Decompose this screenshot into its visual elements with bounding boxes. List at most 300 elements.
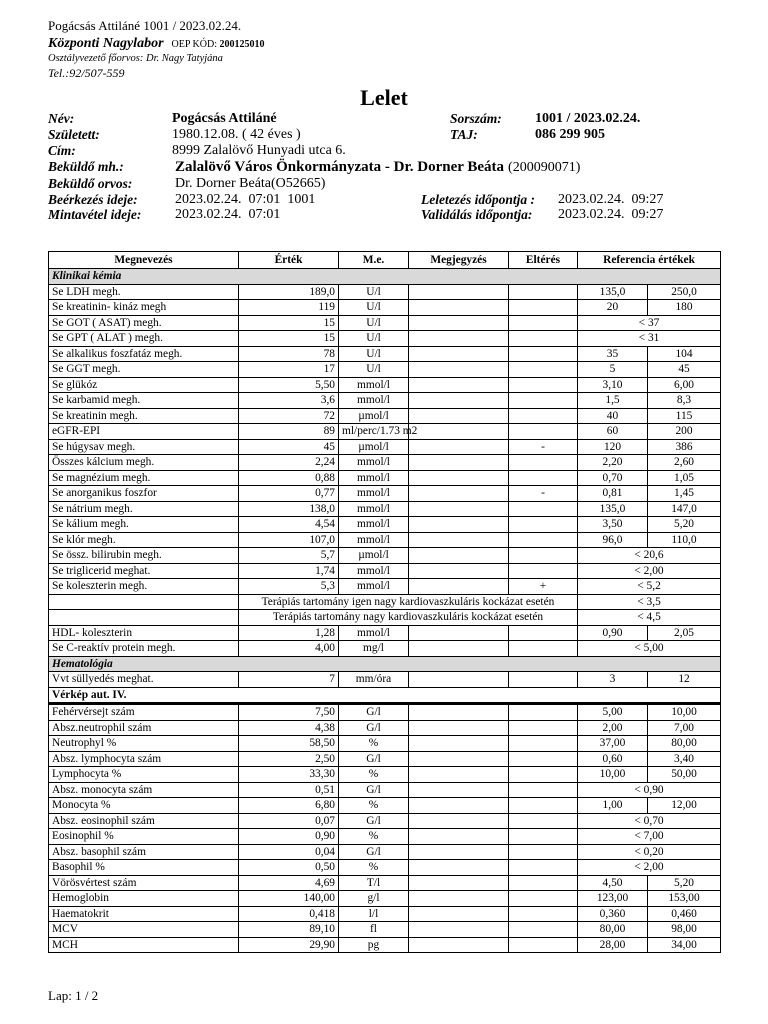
table-row — [49, 937, 721, 953]
test-name: Se LDH megh. — [49, 284, 239, 300]
test-deviation — [509, 906, 578, 922]
reference-low: 3,10 — [578, 377, 648, 393]
table-row — [49, 563, 721, 579]
test-value: 0,90 — [239, 829, 339, 845]
head-doctor: Osztályvezető főorvos: Dr. Nagy Tatyjána — [48, 53, 223, 64]
test-deviation — [509, 751, 578, 767]
test-note — [409, 548, 509, 564]
reference-low: 135,0 — [578, 501, 648, 517]
table-row — [49, 641, 721, 657]
test-deviation — [509, 782, 578, 798]
test-note — [409, 625, 509, 641]
test-note — [409, 517, 509, 533]
reference-low: 3,50 — [578, 517, 648, 533]
reference-high: 1,05 — [648, 470, 721, 486]
oep-code: OEP KÓD: 200125010 — [171, 39, 265, 50]
test-value: 45 — [239, 439, 339, 455]
table-row — [49, 408, 721, 424]
therapy-note-row — [49, 610, 721, 626]
table-row — [49, 486, 721, 502]
reference-high: 2,60 — [648, 455, 721, 471]
test-name: Haematokrit — [49, 906, 239, 922]
test-value: 17 — [239, 362, 339, 378]
table-row — [49, 501, 721, 517]
test-value: 140,00 — [239, 891, 339, 907]
table-row — [49, 829, 721, 845]
reference-low: 1,00 — [578, 798, 648, 814]
table-row — [49, 315, 721, 331]
test-deviation — [509, 891, 578, 907]
reference-low: 5 — [578, 362, 648, 378]
reference-high: 180 — [648, 300, 721, 316]
test-note — [409, 346, 509, 362]
table-row — [49, 424, 721, 440]
test-value: 15 — [239, 315, 339, 331]
test-note — [409, 641, 509, 657]
test-name: Basophil % — [49, 860, 239, 876]
test-unit: fl — [339, 922, 409, 938]
reference-range: < 0,20 — [578, 844, 721, 860]
test-unit: G/l — [339, 782, 409, 798]
test-note — [409, 284, 509, 300]
test-unit: µmol/l — [339, 439, 409, 455]
test-unit: % — [339, 798, 409, 814]
test-note — [409, 875, 509, 891]
table-header — [49, 252, 721, 269]
test-note — [409, 860, 509, 876]
test-deviation — [509, 501, 578, 517]
test-note — [409, 844, 509, 860]
reference-range: < 20,6 — [578, 548, 721, 564]
reference-range: < 5,2 — [578, 579, 721, 595]
col-value: Érték — [239, 252, 339, 269]
reference-low: 4,50 — [578, 875, 648, 891]
test-value: 78 — [239, 346, 339, 362]
reference-range: < 31 — [578, 331, 721, 347]
test-value: 15 — [239, 331, 339, 347]
reference-low: 3 — [578, 672, 648, 688]
therapy-note-row — [49, 594, 721, 610]
test-unit: mmol/l — [339, 486, 409, 502]
test-value: 5,3 — [239, 579, 339, 595]
table-row — [49, 284, 721, 300]
reference-high: 386 — [648, 439, 721, 455]
reference-range: < 2,00 — [578, 860, 721, 876]
test-unit: mmol/l — [339, 470, 409, 486]
test-deviation — [509, 641, 578, 657]
table-row — [49, 813, 721, 829]
reference-high: 3,40 — [648, 751, 721, 767]
test-value: 4,00 — [239, 641, 339, 657]
test-note — [409, 563, 509, 579]
test-value: 72 — [239, 408, 339, 424]
table-row — [49, 891, 721, 907]
test-value: 0,07 — [239, 813, 339, 829]
col-deviation: Eltérés — [509, 252, 578, 269]
test-note — [409, 300, 509, 316]
test-value: 2,24 — [239, 455, 339, 471]
test-value: 0,50 — [239, 860, 339, 876]
test-value: 0,51 — [239, 782, 339, 798]
test-note — [409, 579, 509, 595]
test-name: Se kreatinin- kináz megh — [49, 300, 239, 316]
table-row — [49, 455, 721, 471]
test-deviation — [509, 331, 578, 347]
test-deviation: - — [509, 486, 578, 502]
test-value: 107,0 — [239, 532, 339, 548]
test-unit: ml/perc/1.73 m2 — [339, 424, 409, 440]
table-row — [49, 906, 721, 922]
col-note: Megjegyzés — [409, 252, 509, 269]
table-row — [49, 393, 721, 409]
test-value: 58,50 — [239, 736, 339, 752]
valid-time: 2023.02.24. 09:27 — [558, 207, 664, 222]
test-unit: U/l — [339, 362, 409, 378]
report-time: 2023.02.24. 09:27 — [558, 192, 664, 207]
test-unit: T/l — [339, 875, 409, 891]
test-deviation — [509, 470, 578, 486]
test-name: Vvt süllyedés meghat. — [49, 672, 239, 688]
reference-range: < 7,00 — [578, 829, 721, 845]
test-deviation — [509, 346, 578, 362]
test-name: Se glükóz — [49, 377, 239, 393]
test-name: Se magnézium megh. — [49, 470, 239, 486]
patient-header-line: Pogácsás Attiláné 1001 / 2023.02.24. — [48, 18, 242, 33]
test-name: Se GPT ( ALAT ) megh. — [49, 331, 239, 347]
test-unit: mmol/l — [339, 563, 409, 579]
test-deviation: - — [509, 439, 578, 455]
test-value: 29,90 — [239, 937, 339, 953]
reference-low: 37,00 — [578, 736, 648, 752]
test-deviation — [509, 813, 578, 829]
test-unit: G/l — [339, 844, 409, 860]
test-deviation — [509, 922, 578, 938]
empty-cell — [49, 610, 239, 626]
test-note — [409, 455, 509, 471]
test-note — [409, 377, 509, 393]
test-deviation — [509, 563, 578, 579]
test-note — [409, 470, 509, 486]
test-value: 0,04 — [239, 844, 339, 860]
test-note — [409, 408, 509, 424]
reference-high: 12 — [648, 672, 721, 688]
test-deviation — [509, 408, 578, 424]
arrival-time: 2023.02.24. 07:01 1001 — [175, 192, 316, 207]
test-unit: G/l — [339, 704, 409, 721]
test-unit: mmol/l — [339, 377, 409, 393]
reference-range: < 0,70 — [578, 813, 721, 829]
table-row — [49, 782, 721, 798]
test-value: 2,50 — [239, 751, 339, 767]
col-name: Megnevezés — [49, 252, 239, 269]
test-unit: µmol/l — [339, 408, 409, 424]
test-note — [409, 315, 509, 331]
reference-low: 2,20 — [578, 455, 648, 471]
reference-range: < 0,90 — [578, 782, 721, 798]
sampling-time: 2023.02.24. 07:01 — [175, 207, 281, 222]
reference-low: 80,00 — [578, 922, 648, 938]
test-value: 0,88 — [239, 470, 339, 486]
test-name: Se klór megh. — [49, 532, 239, 548]
test-unit: l/l — [339, 906, 409, 922]
test-unit: mmol/l — [339, 579, 409, 595]
test-unit: mmol/l — [339, 517, 409, 533]
test-value: 1,28 — [239, 625, 339, 641]
test-value: 33,30 — [239, 767, 339, 783]
table-row — [49, 377, 721, 393]
test-unit: U/l — [339, 331, 409, 347]
table-row — [49, 625, 721, 641]
test-deviation — [509, 377, 578, 393]
test-value: 89 — [239, 424, 339, 440]
reference-low: 96,0 — [578, 532, 648, 548]
reference-low: 10,00 — [578, 767, 648, 783]
test-unit: mm/óra — [339, 672, 409, 688]
test-name: Összes kálcium megh. — [49, 455, 239, 471]
reference-low: 0,60 — [578, 751, 648, 767]
reference-high: 2,05 — [648, 625, 721, 641]
table-row — [49, 798, 721, 814]
taj-label: TAJ: — [450, 127, 478, 142]
test-value: 6,80 — [239, 798, 339, 814]
table-row — [49, 346, 721, 362]
col-reference: Referencia értékek — [578, 252, 721, 269]
test-unit: G/l — [339, 720, 409, 736]
sender-doctor: Dr. Dorner Beáta(O52665) — [175, 176, 326, 191]
reference-high: 250,0 — [648, 284, 721, 300]
reference-high: 104 — [648, 346, 721, 362]
table-row — [49, 844, 721, 860]
table-row — [49, 532, 721, 548]
test-name: Se GOT ( ASAT) megh. — [49, 315, 239, 331]
test-unit: G/l — [339, 813, 409, 829]
section-title: Hematológia — [49, 656, 721, 672]
reference-high: 12,00 — [648, 798, 721, 814]
test-name: Se kreatinin megh. — [49, 408, 239, 424]
reference-high: 45 — [648, 362, 721, 378]
test-name: Fehérvérsejt szám — [49, 704, 239, 721]
reference-low: 28,00 — [578, 937, 648, 953]
reference-high: 110,0 — [648, 532, 721, 548]
test-deviation — [509, 284, 578, 300]
reference-high: 153,00 — [648, 891, 721, 907]
therapy-note: Terápiás tartomány nagy kardiovaszkuláris kockázat esetén — [239, 610, 578, 626]
test-note — [409, 331, 509, 347]
reference-high: 0,460 — [648, 906, 721, 922]
patient-name: Pogácsás Attiláné — [172, 111, 277, 126]
test-name: Se anorganikus foszfor — [49, 486, 239, 502]
test-deviation — [509, 937, 578, 953]
test-unit: U/l — [339, 346, 409, 362]
table-row — [49, 704, 721, 721]
test-unit: U/l — [339, 315, 409, 331]
reference-high: 34,00 — [648, 937, 721, 953]
table-row — [49, 548, 721, 564]
test-value: 4,54 — [239, 517, 339, 533]
reference-low: 2,00 — [578, 720, 648, 736]
test-note — [409, 798, 509, 814]
sender: Zalalövő Város Önkormányzata - Dr. Dorner Beáta (200090071) — [175, 159, 581, 175]
test-deviation — [509, 875, 578, 891]
reference-low: 0,70 — [578, 470, 648, 486]
test-name: Absz. monocyta szám — [49, 782, 239, 798]
test-note — [409, 486, 509, 502]
table-row — [49, 672, 721, 688]
test-value: 0,77 — [239, 486, 339, 502]
table-row — [49, 517, 721, 533]
page-title: Lelet — [360, 85, 408, 110]
test-name: Se GGT megh. — [49, 362, 239, 378]
phone: Tel.:92/507-559 — [48, 66, 125, 80]
test-name: Absz. lymphocyta szám — [49, 751, 239, 767]
test-name: MCH — [49, 937, 239, 953]
test-deviation: + — [509, 579, 578, 595]
test-name: Absz. eosinophil szám — [49, 813, 239, 829]
test-name: Se triglicerid meghat. — [49, 563, 239, 579]
test-unit: % — [339, 829, 409, 845]
reference-high: 147,0 — [648, 501, 721, 517]
address-label: Cím: — [48, 143, 76, 158]
patient-address: 8999 Zalalövő Hunyadi utca 6. — [172, 143, 346, 158]
reference-low: 40 — [578, 408, 648, 424]
reference-high: 80,00 — [648, 736, 721, 752]
test-deviation — [509, 315, 578, 331]
reference-high: 5,20 — [648, 517, 721, 533]
arrival-label: Beérkezés ideje: — [48, 192, 138, 207]
table-row — [49, 439, 721, 455]
test-note — [409, 704, 509, 721]
section-title: Vérkép aut. IV. — [49, 687, 721, 704]
test-deviation — [509, 829, 578, 845]
test-note — [409, 906, 509, 922]
test-name: Se alkalikus foszfatáz megh. — [49, 346, 239, 362]
doctor-label: Beküldő orvos: — [48, 176, 133, 191]
test-note — [409, 362, 509, 378]
page-number: Lap: 1 / 2 — [48, 988, 99, 1003]
reference-high: 50,00 — [648, 767, 721, 783]
test-deviation — [509, 532, 578, 548]
test-deviation — [509, 798, 578, 814]
col-unit: M.e. — [339, 252, 409, 269]
test-name: Se húgysav megh. — [49, 439, 239, 455]
test-note — [409, 922, 509, 938]
test-deviation — [509, 424, 578, 440]
test-deviation — [509, 625, 578, 641]
test-name: eGFR-EPI — [49, 424, 239, 440]
valid-time-label: Validálás időpontja: — [421, 207, 533, 222]
serial-label: Sorszám: — [450, 111, 502, 126]
reference-high: 5,20 — [648, 875, 721, 891]
name-label: Név: — [48, 111, 75, 126]
reference-high: 6,00 — [648, 377, 721, 393]
table-row — [49, 331, 721, 347]
sampling-label: Mintavétel ideje: — [48, 207, 142, 222]
test-unit: pg — [339, 937, 409, 953]
test-unit: mmol/l — [339, 501, 409, 517]
reference-low: 1,5 — [578, 393, 648, 409]
test-name: HDL- koleszterin — [49, 625, 239, 641]
test-deviation — [509, 393, 578, 409]
test-value: 5,50 — [239, 377, 339, 393]
table-row — [49, 720, 721, 736]
reference-low: 135,0 — [578, 284, 648, 300]
test-unit: % — [339, 767, 409, 783]
test-note — [409, 767, 509, 783]
test-note — [409, 813, 509, 829]
reference-range: < 3,5 — [578, 594, 721, 610]
reference-low: 0,360 — [578, 906, 648, 922]
test-value: 5,7 — [239, 548, 339, 564]
test-note — [409, 736, 509, 752]
test-value: 119 — [239, 300, 339, 316]
test-name: Se kálium megh. — [49, 517, 239, 533]
test-name: Hemoglobin — [49, 891, 239, 907]
test-note — [409, 720, 509, 736]
test-value: 4,38 — [239, 720, 339, 736]
table-row — [49, 736, 721, 752]
test-name: Se karbamid megh. — [49, 393, 239, 409]
test-value: 0,418 — [239, 906, 339, 922]
test-unit: mmol/l — [339, 455, 409, 471]
table-row — [49, 579, 721, 595]
test-name: Absz. basophil szám — [49, 844, 239, 860]
table-row — [49, 362, 721, 378]
test-deviation — [509, 455, 578, 471]
section-header — [49, 687, 721, 704]
test-name: Se C-reaktív protein megh. — [49, 641, 239, 657]
reference-range: < 2,00 — [578, 563, 721, 579]
reference-high: 8,3 — [648, 393, 721, 409]
test-note — [409, 672, 509, 688]
reference-range: < 37 — [578, 315, 721, 331]
reference-low: 20 — [578, 300, 648, 316]
born-label: Született: — [48, 127, 100, 142]
sender-label: Beküldő mh.: — [48, 159, 124, 174]
section-title: Klinikai kémia — [49, 269, 721, 285]
test-unit: U/l — [339, 284, 409, 300]
test-note — [409, 937, 509, 953]
table-row — [49, 767, 721, 783]
reference-low: 5,00 — [578, 704, 648, 721]
test-name: Neutrophyl % — [49, 736, 239, 752]
reference-low: 0,81 — [578, 486, 648, 502]
reference-high: 7,00 — [648, 720, 721, 736]
test-unit: mmol/l — [339, 393, 409, 409]
test-name: Absz.neutrophil szám — [49, 720, 239, 736]
test-value: 189,0 — [239, 284, 339, 300]
reference-low: 0,90 — [578, 625, 648, 641]
test-note — [409, 501, 509, 517]
test-note — [409, 829, 509, 845]
taj: 086 299 905 — [535, 127, 605, 142]
test-name: MCV — [49, 922, 239, 938]
test-name: Vörösvértest szám — [49, 875, 239, 891]
table-row — [49, 860, 721, 876]
test-value: 7 — [239, 672, 339, 688]
table-row — [49, 922, 721, 938]
test-note — [409, 891, 509, 907]
reference-high: 98,00 — [648, 922, 721, 938]
test-unit: mmol/l — [339, 532, 409, 548]
test-unit: g/l — [339, 891, 409, 907]
test-note — [409, 439, 509, 455]
test-value: 138,0 — [239, 501, 339, 517]
test-unit: U/l — [339, 300, 409, 316]
test-value: 3,6 — [239, 393, 339, 409]
table-row — [49, 470, 721, 486]
reference-low: 60 — [578, 424, 648, 440]
test-name: Monocyta % — [49, 798, 239, 814]
